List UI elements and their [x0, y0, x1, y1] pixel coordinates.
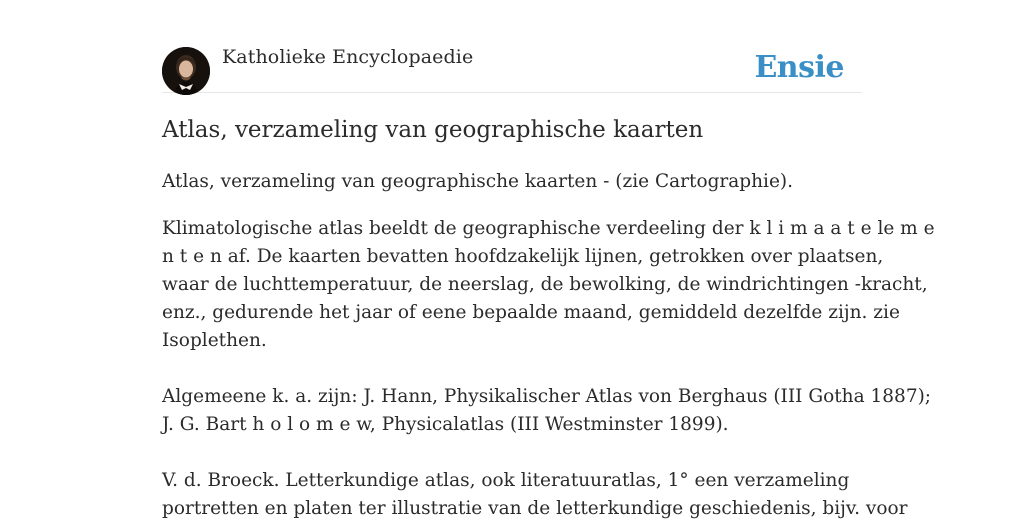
body-line: n t e n af. De kaarten bevatten hoofdzakelijk lijnen, getrokken over plaatsen,	[162, 246, 884, 267]
brand-logo[interactable]: Ensie	[754, 50, 844, 85]
portrait-icon	[162, 47, 210, 95]
article-title: Atlas, verzameling van geographische kaarten	[162, 117, 704, 143]
page	[162, 0, 935, 519]
blank-line	[162, 439, 862, 467]
body-line: portretten en platen ter illustratie van de letterkundige geschiedenis, bijv. voor	[162, 498, 908, 519]
body-line: Algemeene k. a. zijn: J. Hann, Physikalischer Atlas von Berghaus (III Gotha 1887);	[162, 386, 932, 407]
body-line: Isoplethen.	[162, 330, 267, 351]
blank-line	[162, 355, 862, 383]
body-line: waar de luchttemperatuur, de neerslag, de bewolking, de windrichtingen -kracht,	[162, 274, 928, 295]
site-name[interactable]: Katholieke Encyclopaedie	[222, 46, 474, 68]
body-line: J. G. Bart h o l o m e w, Physicalatlas (III Westminster 1899).	[162, 414, 729, 435]
body-line: Klimatologische atlas beeldt de geographische verdeeling der k l i m a a t e le m e	[162, 218, 935, 239]
article-intro: Atlas, verzameling van geographische kaarten - (zie Cartographie).	[162, 171, 794, 192]
body-line: enz., gedurende het jaar of eene bepaalde maand, gemiddeld dezelfde zijn. zie	[162, 302, 900, 323]
article-body	[162, 168, 935, 523]
body-line: V. d. Broeck. Letterkundige atlas, ook literatuuratlas, 1° een verzameling	[162, 470, 850, 491]
site-header	[162, 0, 862, 93]
portrait-avatar[interactable]	[162, 47, 210, 95]
